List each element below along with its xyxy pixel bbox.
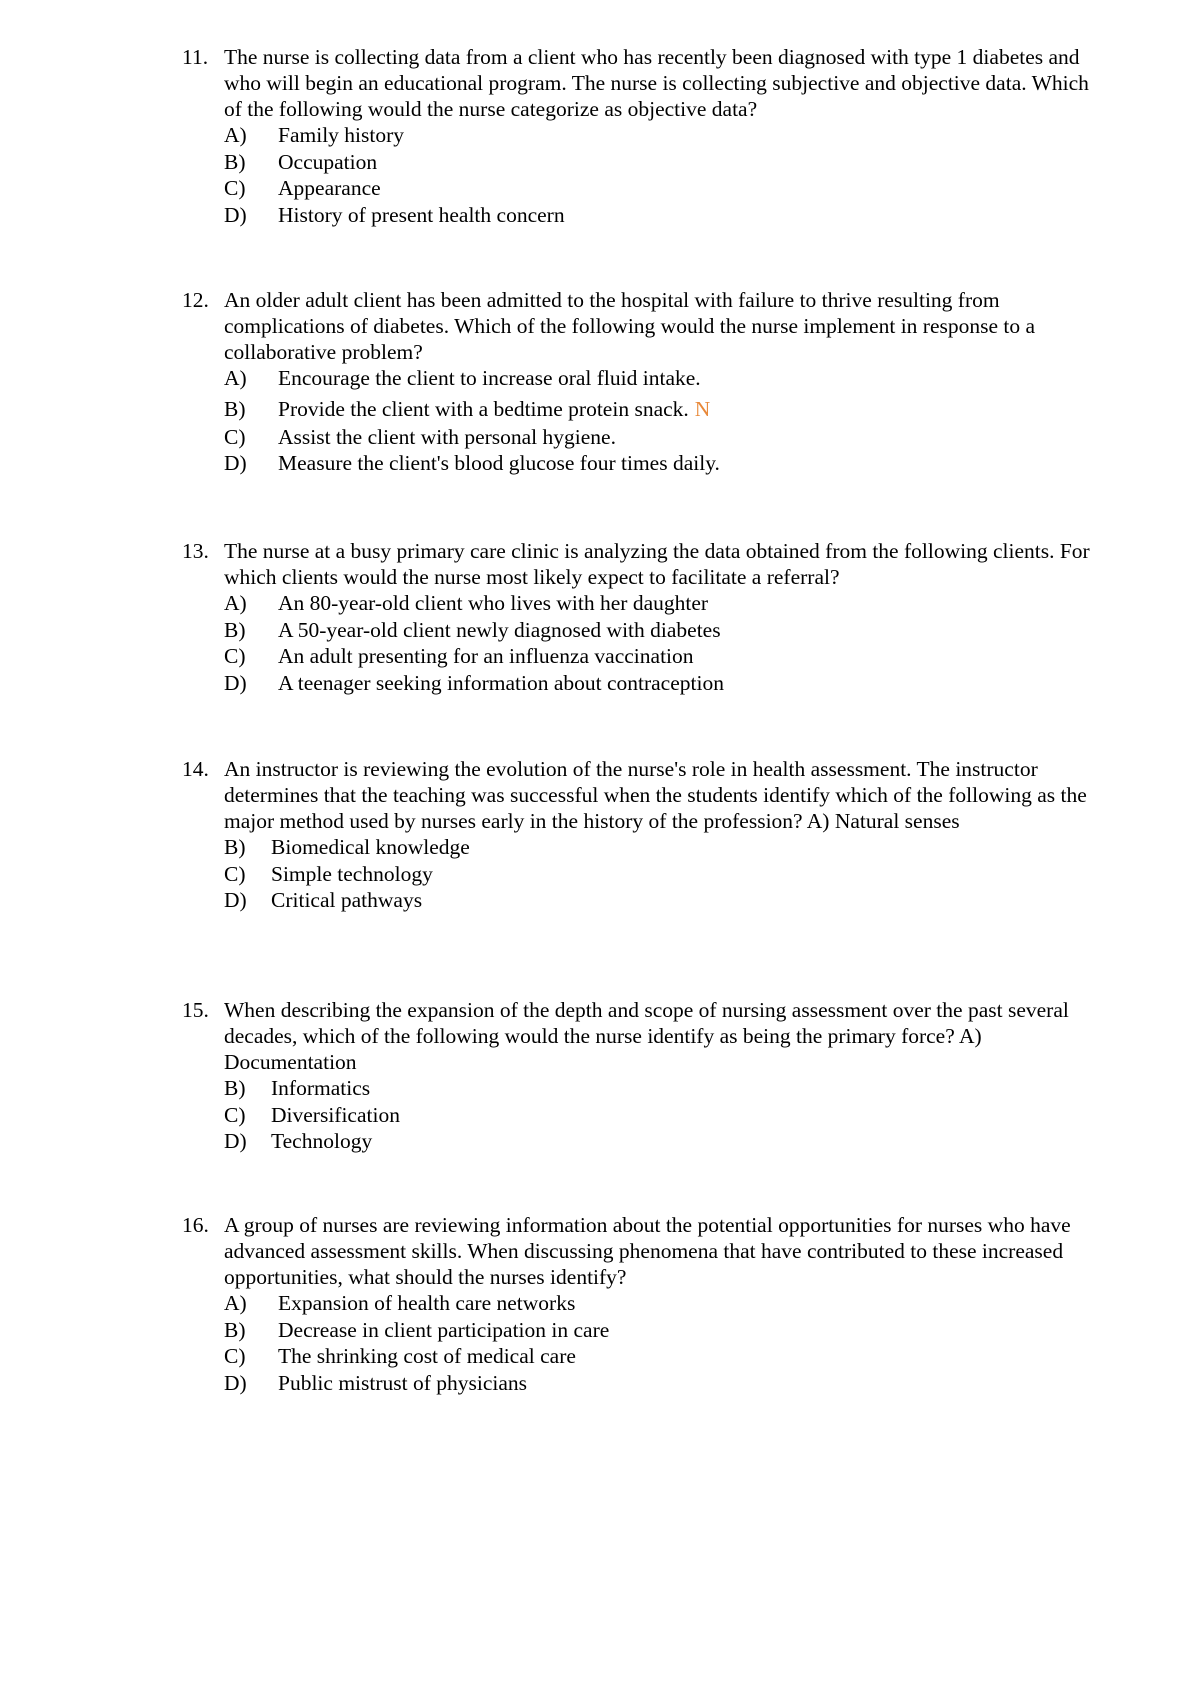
option-c (182, 175, 1102, 202)
option-text: Occupation (278, 149, 378, 174)
option-text: Assist the client with personal hygiene. (278, 424, 616, 449)
option-letter: D) (224, 1129, 247, 1154)
option-d (182, 450, 1102, 477)
option-letter: D) (224, 451, 247, 476)
question-13 (182, 538, 1102, 696)
option-text: Decrease in client participation in care (278, 1317, 610, 1342)
question-stem (182, 997, 1102, 1075)
option-letter: C) (224, 424, 246, 449)
option-text: Appearance (278, 176, 381, 201)
option-letter: D) (224, 670, 247, 695)
question-text: An older adult client has been admitted to the hospital with failure to thrive resulting from complications of diabetes. Which of the following would the nurse implement in response to a collaborative problem? (224, 288, 1036, 364)
option-text: Provide the client with a bedtime protein snack. (278, 396, 689, 421)
question-text: The nurse is collecting data from a client who has recently been diagnosed with type 1 diabetes and who will begin an educational program. The nurse is collecting subjective and objective data. Which of the following would the nurse categorize as objective data? (224, 45, 1089, 121)
option-letter: C) (224, 644, 246, 669)
question-number: 13. (182, 539, 209, 563)
option-a (182, 122, 1102, 149)
option-text: An adult presenting for an influenza vaccination (278, 644, 694, 669)
option-letter: A) (224, 366, 247, 390)
question-14 (182, 756, 1102, 914)
question-stem (182, 756, 1102, 834)
question-11 (182, 44, 1102, 228)
option-b (182, 149, 1102, 176)
option-c (182, 643, 1102, 670)
question-12 (182, 287, 1102, 477)
question-text: A group of nurses are reviewing information about the potential opportunities for nurses who have advanced assessment skills. When discussing phenomena that have contributed to these increased opportunities, what should the nurses identify? (224, 1213, 1071, 1289)
question-stem (182, 538, 1102, 590)
option-text: Measure the client's blood glucose four times daily. (278, 451, 720, 476)
option-text-row (278, 396, 710, 422)
option-text: Simple technology (271, 861, 433, 886)
option-letter: B) (224, 617, 246, 642)
option-letter: C) (224, 1344, 246, 1369)
question-15 (182, 997, 1102, 1155)
option-text: An 80-year-old client who lives with her daughter (278, 591, 709, 615)
option-d (182, 1370, 1102, 1397)
question-text: An instructor is reviewing the evolution of the nurse's role in health assessment. The instructor determines that the teaching was successful when the students identify which of the following as the major method used by nurses early in the history of the profession? A) Natural senses (224, 757, 1087, 833)
option-letter: B) (224, 835, 246, 859)
option-letter: C) (224, 861, 246, 886)
question-stem (182, 287, 1102, 365)
option-c (182, 424, 1102, 451)
option-d (182, 887, 1102, 914)
option-c (182, 1343, 1102, 1370)
option-letter: D) (224, 202, 247, 227)
question-stem (182, 1212, 1102, 1290)
option-a (182, 1290, 1102, 1317)
question-number: 12. (182, 288, 209, 312)
option-letter: B) (224, 149, 246, 174)
option-text: A teenager seeking information about contraception (278, 670, 724, 695)
option-b (182, 834, 1102, 861)
option-text: Technology (271, 1129, 373, 1154)
option-letter: C) (224, 1102, 246, 1127)
option-letter: A) (224, 1291, 247, 1315)
option-letter: C) (224, 176, 246, 201)
question-stem (182, 44, 1102, 122)
question-number: 14. (182, 757, 209, 781)
option-text: Public mistrust of physicians (278, 1370, 528, 1395)
option-text: History of present health concern (278, 202, 565, 227)
question-number: 15. (182, 998, 209, 1022)
question-number: 11. (182, 45, 209, 69)
option-text: Family history (278, 123, 405, 147)
option-text: Critical pathways (271, 888, 423, 913)
option-a (182, 365, 1102, 392)
option-c (182, 861, 1102, 888)
option-text: The shrinking cost of medical care (278, 1344, 576, 1369)
option-letter: B) (224, 1076, 246, 1100)
option-b (182, 1317, 1102, 1344)
option-letter: D) (224, 888, 247, 913)
option-text: Expansion of health care networks (278, 1291, 576, 1315)
option-d (182, 1128, 1102, 1155)
option-d (182, 670, 1102, 697)
option-letter: A) (224, 123, 247, 147)
option-d (182, 202, 1102, 229)
option-c (182, 1102, 1102, 1129)
option-text: Informatics (271, 1076, 371, 1100)
option-text: Diversification (271, 1102, 400, 1127)
option-text: Encourage the client to increase oral fluid intake. (278, 366, 701, 390)
question-text: The nurse at a busy primary care clinic is analyzing the data obtained from the following clients. For which clients would the nurse most likely expect to facilitate a referral? (224, 539, 1090, 589)
option-letter: B) (224, 396, 246, 421)
option-b (182, 617, 1102, 644)
option-a (182, 590, 1102, 617)
answer-marker: N (694, 396, 711, 421)
option-b (182, 1075, 1102, 1102)
option-letter: D) (224, 1370, 247, 1395)
question-text: When describing the expansion of the depth and scope of nursing assessment over the past several decades, which of the following would the nurse identify as being the primary force? A) Documentation (224, 998, 1069, 1074)
option-text: Biomedical knowledge (271, 835, 470, 859)
question-number: 16. (182, 1213, 209, 1237)
option-letter: A) (224, 591, 247, 615)
question-16 (182, 1212, 1102, 1396)
option-letter: B) (224, 1317, 246, 1342)
option-b (182, 392, 1102, 424)
option-text: A 50-year-old client newly diagnosed with diabetes (278, 617, 721, 642)
